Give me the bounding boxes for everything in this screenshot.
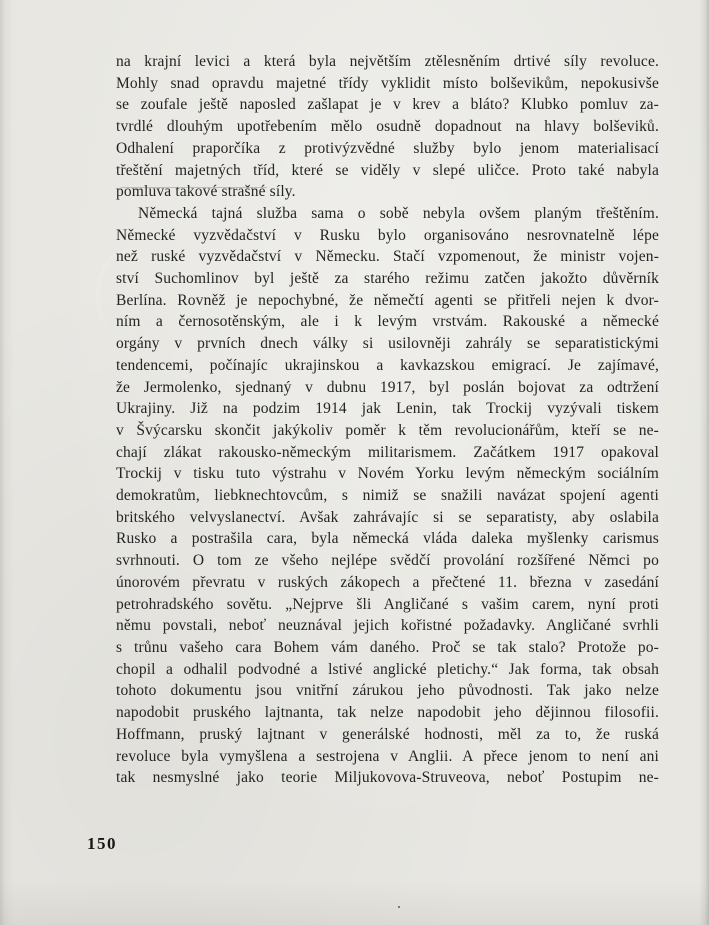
text-line: svrhnouti. O tom ze všeho nejlépe svědčí provolání rozšířené Němci po — [116, 552, 659, 570]
paragraph — [116, 51, 659, 203]
text-line: ním a černosotěnským, ale i k levým vrstvám. Rakouské a německé — [116, 313, 659, 331]
scan-artifact-line — [121, 187, 267, 188]
text-line: třeštění majetných tříd, které se viděly v slepé uličce. Proto také nabyla — [116, 161, 659, 179]
text-line: na krajní levici a která byla největším ztělesněním drtivé síly revoluce. — [116, 53, 659, 70]
text-line: Hoffmann, pruský lajtnant v generálské hodnosti, měl za to, že ruská — [116, 725, 659, 743]
text-line: orgány v prvních dnech války si usilovněji zahrály se separatistickými — [116, 335, 659, 353]
text-line: chají zlákat rakousko-německým militarismem. Začátkem 1917 opakoval — [116, 443, 659, 461]
text-line: revoluce byla vymyšlena a sestrojena v Anglii. A přece jenom to není ani — [116, 747, 659, 765]
text-line: Odhalení praporčíka z protivýzvědné služby bylo jenom materialisací — [116, 139, 659, 157]
text-line: Berlína. Rovněž je nepochybné, že němečtí agenti se přitřeli nejen k dvor- — [116, 291, 659, 309]
text-line: s trůnu vašeho cara Bohem vám daného. Proč se tak stalo? Protože po- — [116, 638, 659, 656]
text-block — [116, 51, 659, 789]
text-line: než ruské vyzvědačství v Německu. Stačí vzpomenout, že ministr vojen- — [116, 248, 659, 266]
text-line: únorovém převratu v ruských zákopech a přečtené 11. března v zasedání — [116, 573, 659, 591]
page-number: 150 — [87, 834, 117, 853]
text-line: Rusko a postrašila cara, byla německá vláda daleka myšlenky carismus — [116, 530, 659, 548]
text-line: britského velvyslanectví. Avšak zahrávajíc si se separatisty, aby oslabila — [116, 508, 659, 526]
text-line: se zoufale ještě naposled zašlapat je v krev a bláto? Klubko pomluv za- — [116, 96, 659, 114]
text-line: Německé vyzvědačství v Rusku bylo organisováno nesrovnatelně lépe — [116, 226, 659, 244]
text-line: Trockij v tisku tuto výstrahu v Novém Yorku levým německým sociálním — [116, 465, 659, 483]
text-line: chopil a odhalil podvodné a lstivé anglické pletichy.“ Jak forma, tak obsah — [116, 660, 659, 678]
text-line: Mohly snad opravdu majetné třídy vyklidit místo bolševikům, nepokusivše — [116, 74, 659, 92]
text-line: Ukrajiny. Již na podzim 1914 jak Lenin, tak Trockij vyzývali tiskem — [116, 400, 659, 418]
text-line: v Švýcarsku skončit jakýkoliv poměr k těm revolucionářům, kteří se ne- — [116, 421, 659, 439]
text-line: že Jermolenko, sjednaný v dubnu 1917, byl poslán bojovat za odtržení — [116, 378, 659, 396]
text-line: tohoto dokumentu jsou vnitřní zárukou jeho původnosti. Tak jako nelze — [116, 682, 659, 700]
text-line: Německá tajná služba sama o sobě nebyla ovšem planým třeštěním. — [138, 204, 659, 222]
paragraph — [116, 203, 659, 789]
text-line: tendencemi, počínajíc ukrajinskou a kavkazskou emigrací. Je zajímavé, — [116, 356, 659, 374]
ink-speck — [398, 906, 400, 908]
text-line: ství Suchomlinov byl ještě za starého režimu zatčen jakožto důvěrník — [116, 270, 659, 288]
text-line: petrohradského sovětu. „Nejprve šli Angličané s vašim carem, nyní proti — [116, 595, 659, 613]
text-line: tak nesmyslné jako teorie Miljukovova-Struveova, neboť Postupim ne- — [116, 769, 659, 787]
text-line: tvrdlé dlouhým upotřebením mělo osudně dopadnout na hlavy bolševiků. — [116, 118, 659, 136]
text-line: němu povstali, neboť neuznával jejich kořistné požadavky. Angličané svrhli — [116, 617, 659, 635]
text-line: napodobit pruského lajtnanta, tak nelze napodobit jeho dějinnou filosofii. — [116, 704, 659, 722]
text-line: pomluva takové strašné síly. — [116, 183, 296, 201]
text-line: demokratům, liebknechtovcům, s nimiž se snažili navázat spojení agenti — [116, 487, 659, 505]
